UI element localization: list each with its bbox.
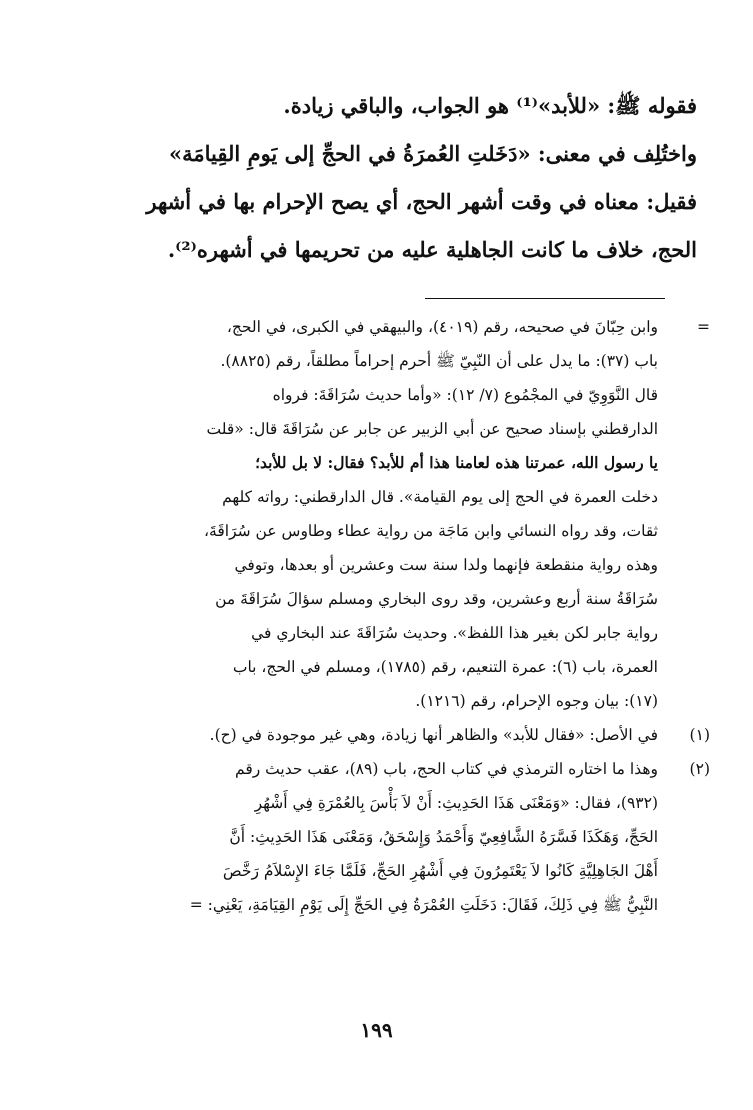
footnote-line: في الأصل: «فقال للأبد» والظاهر أنها زيادة، وهي غير موجودة في (ح). xyxy=(209,726,658,744)
footnote-line: (١٧): بيان وجوه الإحرام، رقم (١٢١٦). xyxy=(415,692,658,710)
footnote-continuation xyxy=(40,310,710,718)
footnote-marker: (١) xyxy=(689,726,710,744)
footnote-body xyxy=(40,752,658,922)
footnote-line: قال النَّوَوِيّ في المجْمُوع (٧/ ١٢): «وأما حديث سُرَاقَةَ: فرواه xyxy=(272,386,658,404)
footnote-line: العمرة، باب (٦): عمرة التنعيم، رقم (١٧٨٥)، ومسلم في الحج، باب xyxy=(232,658,658,676)
footnote-line: سُرَاقَةُ سنة أربع وعشرين، وقد روى البخاري ومسلم سؤالَ سُرَاقَةَ من xyxy=(215,590,658,608)
footnote-separator xyxy=(425,298,665,299)
main-text xyxy=(72,82,697,274)
footnote-line: أَهْلَ الجَاهِلِيَّةِ كَانُوا لاَ يَعْتَمِرُونَ فِي أَشْهُرِ الحَجِّ، فَلَمَّا جَاءَ الإِسْلاَمُ رَخَّصَ xyxy=(222,862,658,880)
footnote-line: باب (٣٧): ما يدل على أن النّبِيّ ﷺ أحرم إحراماً مطلقاً، رقم (٨٨٢٥). xyxy=(220,352,658,370)
footnote-line: (٩٣٢)، فقال: «وَمَعْنَى هَذَا الحَدِيثِ: أَنْ لاَ بَأْسَ بِالعُمْرَةِ فِي أَشْهُرِ xyxy=(254,794,658,812)
footnote-line: ثقات، وقد رواه النسائي وابن مَاجَة من رواية عطاء وطاوس عن سُرَاقَةَ، xyxy=(204,522,658,540)
footnote-line: الحَجِّ، وَهَكَذَا فَسَّرَهُ الشَّافِعِيّ وَأَحْمَدُ وَإِسْحَقُ، وَمَعْنَى هَذَا الحَدِيثِ: أَنَّ xyxy=(229,828,658,846)
footnote-line: الدارقطني بإسناد صحيح عن أبي الزبير عن جابر عن سُرَاقَةَ قال: «قلت xyxy=(206,420,658,438)
main-line: الحج، خلاف ما كانت الجاهلية عليه من تحريمها في أشهره⁽²⁾. xyxy=(167,237,697,262)
footnote-line: وهذا ما اختاره الترمذي في كتاب الحج، باب (٨٩)، عقب حديث رقم xyxy=(235,760,658,778)
footnote-line: يا رسول الله، عمرتنا هذه لعامنا هذا أم للأبد؟ فقال: لا بل للأبد؛ xyxy=(255,453,658,472)
footnote-line: رواية جابر لكن بغير هذا اللفظ». وحديث سُرَاقَةَ عند البخاري في xyxy=(251,624,658,642)
footnote-marker: = xyxy=(697,318,710,336)
footnote-1 xyxy=(40,718,710,752)
main-line: واختُلِف في معنى: «دَخَلتِ العُمرَةُ في الحجِّ إلى يَومِ القِيامَة» xyxy=(169,141,697,166)
main-paragraph xyxy=(72,82,697,274)
page-number: ١٩٩ xyxy=(360,1018,393,1042)
footnote-line: دخلت العمرة في الحج إلى يوم القيامة». قال الدارقطني: رواته كلهم xyxy=(222,488,658,506)
footnote-line: النَّبِيُّ ﷺ فِي ذَلِكَ، فَقَالَ: دَخَلَتِ العُمْرَةُ فِي الحَجِّ إِلَى يَوْمِ القِيَامَةِ، يَعْنِي: = xyxy=(189,896,658,914)
footnotes xyxy=(40,310,710,922)
footnote-2 xyxy=(40,752,710,922)
footnote-marker: (٢) xyxy=(689,760,710,778)
main-line: فقيل: معناه في وقت أشهر الحج، أي يصح الإحرام بها في أشهر xyxy=(146,189,697,214)
footnote-body xyxy=(40,310,658,718)
footnote-line: وهذه رواية منقطعة فإنهما ولدا سنة ست وعشرين أو بعدها، وتوفي xyxy=(234,556,658,574)
footnote-body xyxy=(40,718,658,752)
footnote-line: وابن حِبّانَ في صحيحه، رقم (٤٠١٩)، والبيهقي في الكبرى، في الحج، xyxy=(226,318,658,336)
main-line: فقوله ﷺ: «للأبد»⁽¹⁾ هو الجواب، والباقي زيادة. xyxy=(283,93,697,118)
